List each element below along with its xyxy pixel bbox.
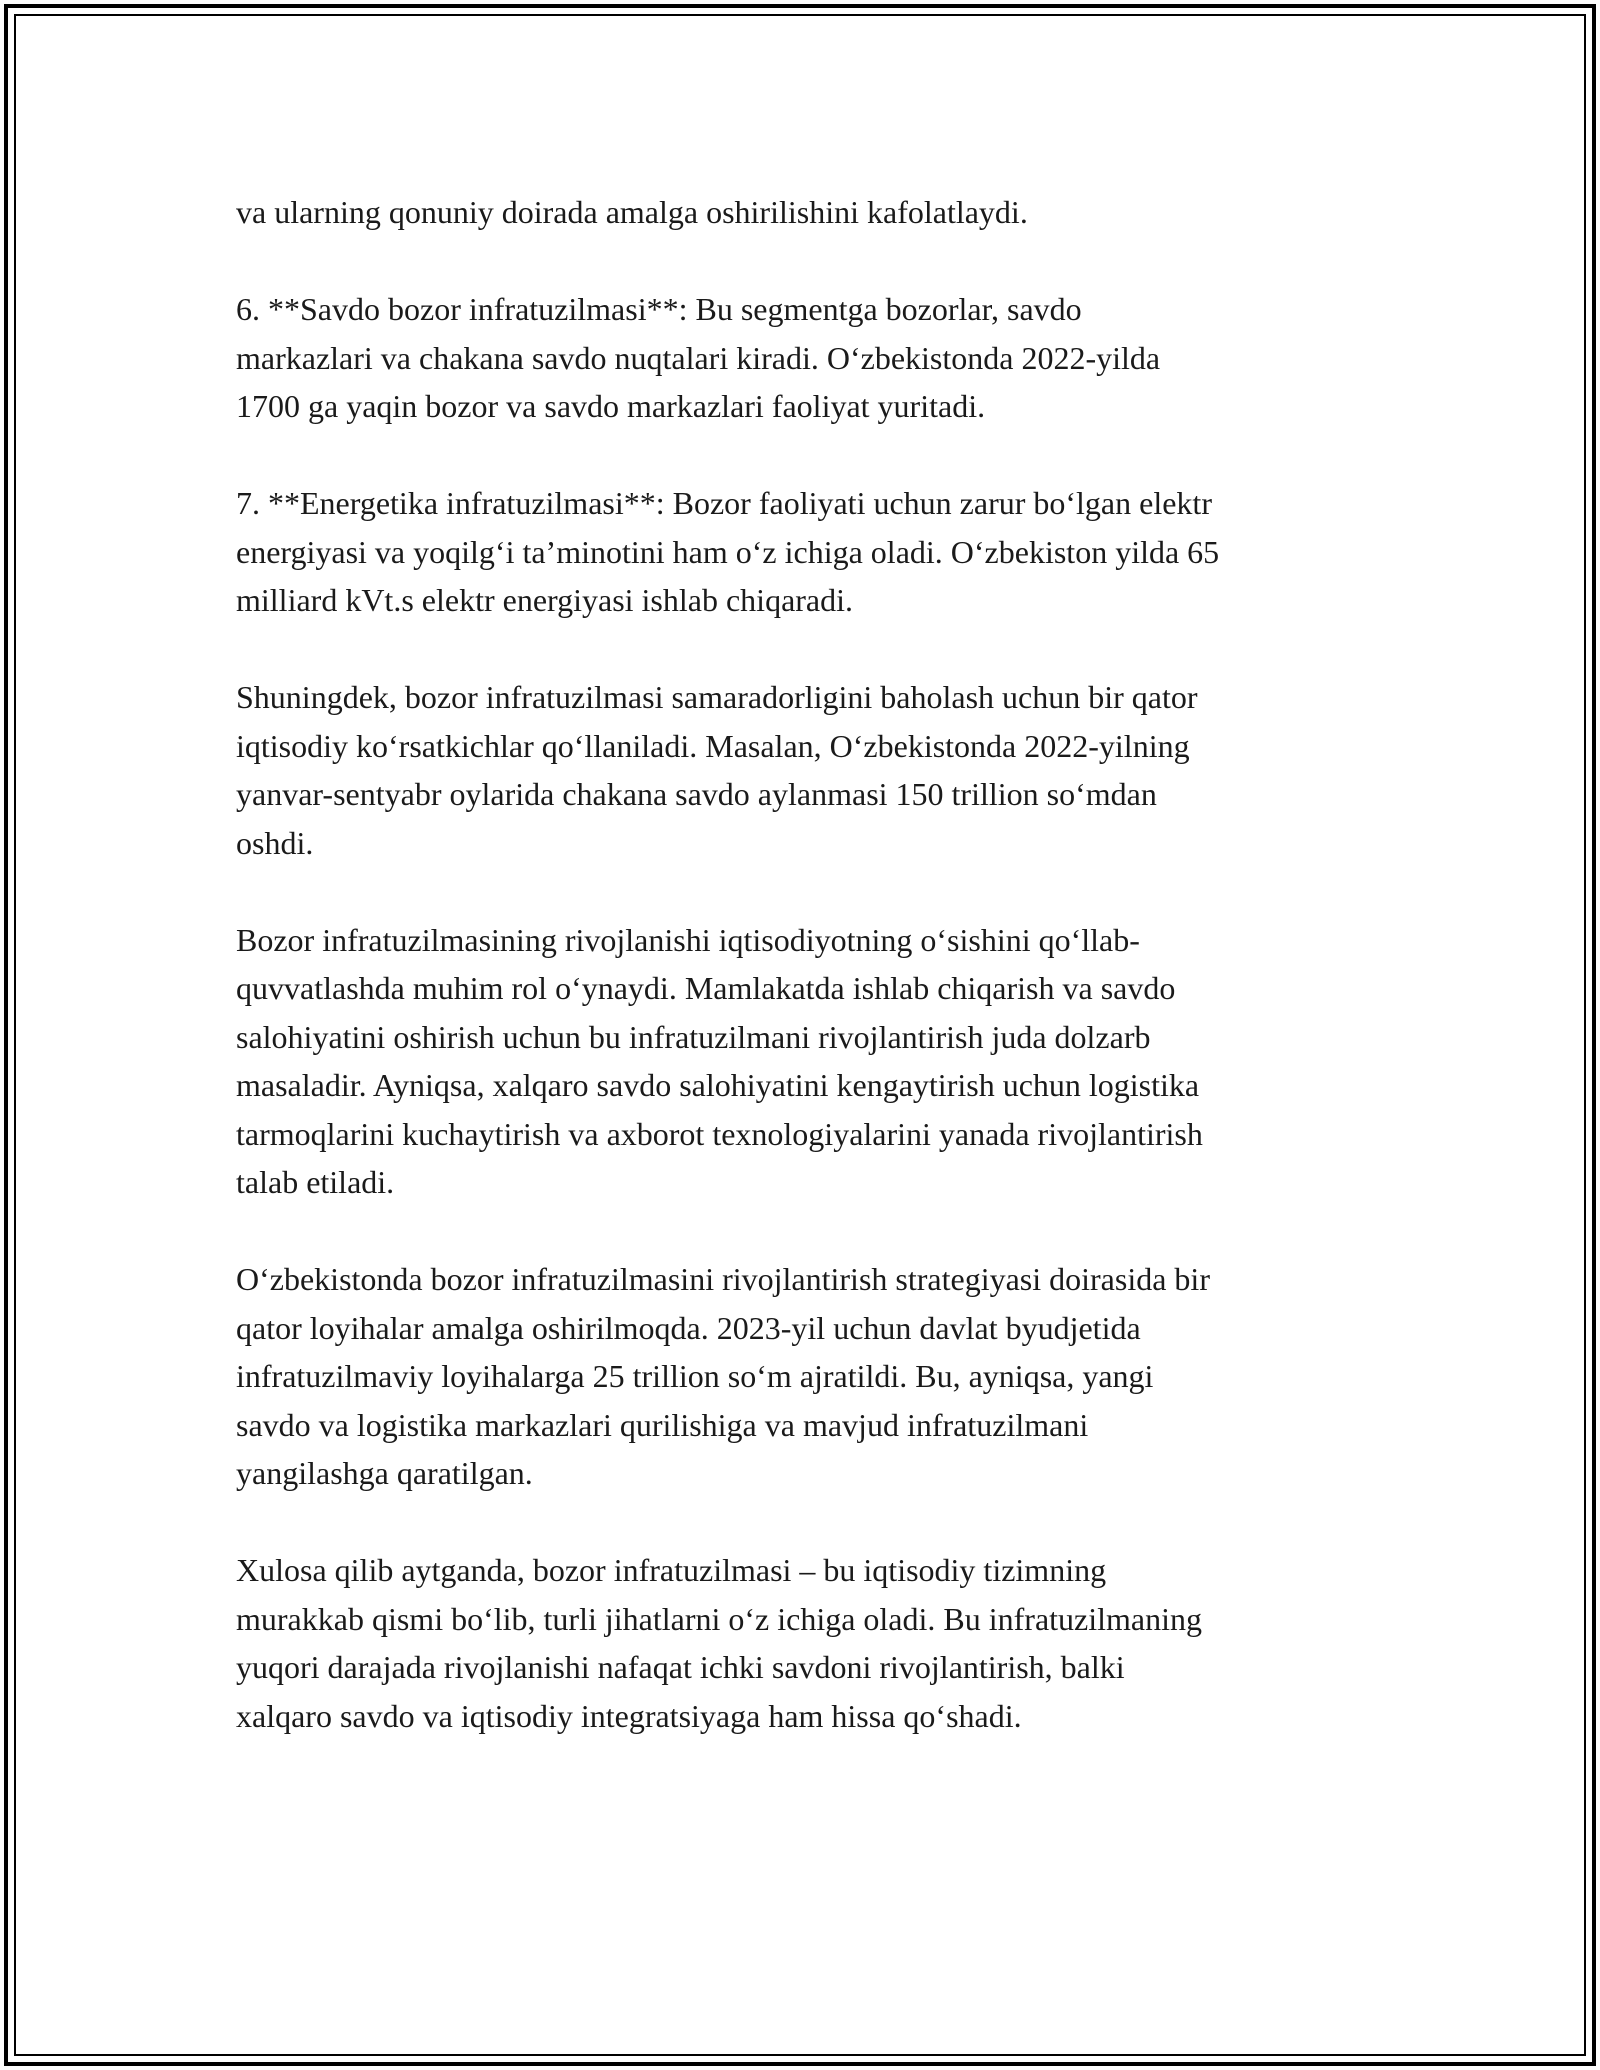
text-line: 6. **Savdo bozor infratuzilmasi**: Bu segmentga bozorlar, savdo [236, 291, 1082, 327]
text-line: oshdi. [236, 824, 314, 861]
text-line: milliard kVt.s elektr energiyasi ishlab chiqaradi. [236, 582, 854, 618]
text-line: Xulosa qilib aytganda, bozor infratuzilmasi – bu iqtisodiy tizimning [236, 1552, 1107, 1588]
paragraph-3 [236, 479, 1376, 625]
paragraph-7 [236, 1546, 1376, 1740]
text-line: Bozor infratuzilmasining rivojlanishi iqtisodiyotning o‘sishini qo‘llab- [236, 921, 1140, 958]
paragraph-2 [236, 285, 1376, 431]
text-line: quvvatlashda muhim rol o‘ynaydi. Mamlakatda ishlab chiqarish va savdo [236, 970, 1176, 1006]
text-line: O‘zbekistonda bozor infratuzilmasini rivojlantirish strategiyasi doirasida bir [236, 1261, 1210, 1297]
text-line: talab etiladi. [236, 1164, 395, 1200]
text-line: savdo va logistika markazlari qurilishiga va mavjud infratuzilmani [236, 1406, 1089, 1443]
paragraph-1 [236, 188, 1376, 237]
text-line: yanvar-sentyabr oylarida chakana savdo aylanmasi 150 trillion so‘mdan [236, 776, 1157, 812]
text-line: iqtisodiy ko‘rsatkichlar qo‘llaniladi. Masalan, O‘zbekistonda 2022-yilning [236, 727, 1190, 764]
text-line: energiyasi va yoqilg‘i ta’minotini ham o‘z ichiga oladi. O‘zbekiston yilda 65 [236, 533, 1220, 570]
text-line: yuqori darajada rivojlanishi nafaqat ichki savdoni rivojlantirish, balki [236, 1649, 1125, 1685]
paragraph-4 [236, 673, 1376, 867]
text-line: Shuningdek, bozor infratuzilmasi samaradorligini baholash uchun bir qator [236, 679, 1198, 715]
text-line: va ularning qonuniy doirada amalga oshirilishini kafolatlaydi. [236, 194, 1028, 230]
text-line: tarmoqlarini kuchaytirish va axborot texnologiyalarini yanada rivojlantirish [236, 1115, 1203, 1152]
text-line: salohiyatini oshirish uchun bu infratuzilmani rivojlantirish juda dolzarb [236, 1018, 1151, 1055]
text-line: 7. **Energetika infratuzilmasi**: Bozor faoliyati uchun zarur bo‘lgan elektr [236, 485, 1212, 521]
paragraph-5 [236, 916, 1376, 1207]
text-line: qator loyihalar amalga oshirilmoqda. 2023-yil uchun davlat byudjetida [236, 1309, 1141, 1346]
paragraph-6 [236, 1255, 1376, 1498]
text-line: 1700 ga yaqin bozor va savdo markazlari faoliyat yuritadi. [236, 388, 986, 424]
text-line: yangilashga qaratilgan. [236, 1455, 533, 1491]
text-line: infratuzilmaviy loyihalarga 25 trillion so‘m ajratildi. Bu, ayniqsa, yangi [236, 1358, 1154, 1394]
text-line: markazlari va chakana savdo nuqtalari kiradi. O‘zbekistonda 2022-yilda [236, 339, 1161, 376]
text-line: murakkab qismi bo‘lib, turli jihatlarni o‘z ichiga oladi. Bu infratuzilmaning [236, 1600, 1202, 1637]
text-line: masaladir. Ayniqsa, xalqaro savdo salohiyatini kengaytirish uchun logistika [236, 1067, 1200, 1103]
text-line: xalqaro savdo va iqtisodiy integratsiyaga ham hissa qo‘shadi. [236, 1697, 1022, 1734]
document-body [236, 188, 1376, 1789]
